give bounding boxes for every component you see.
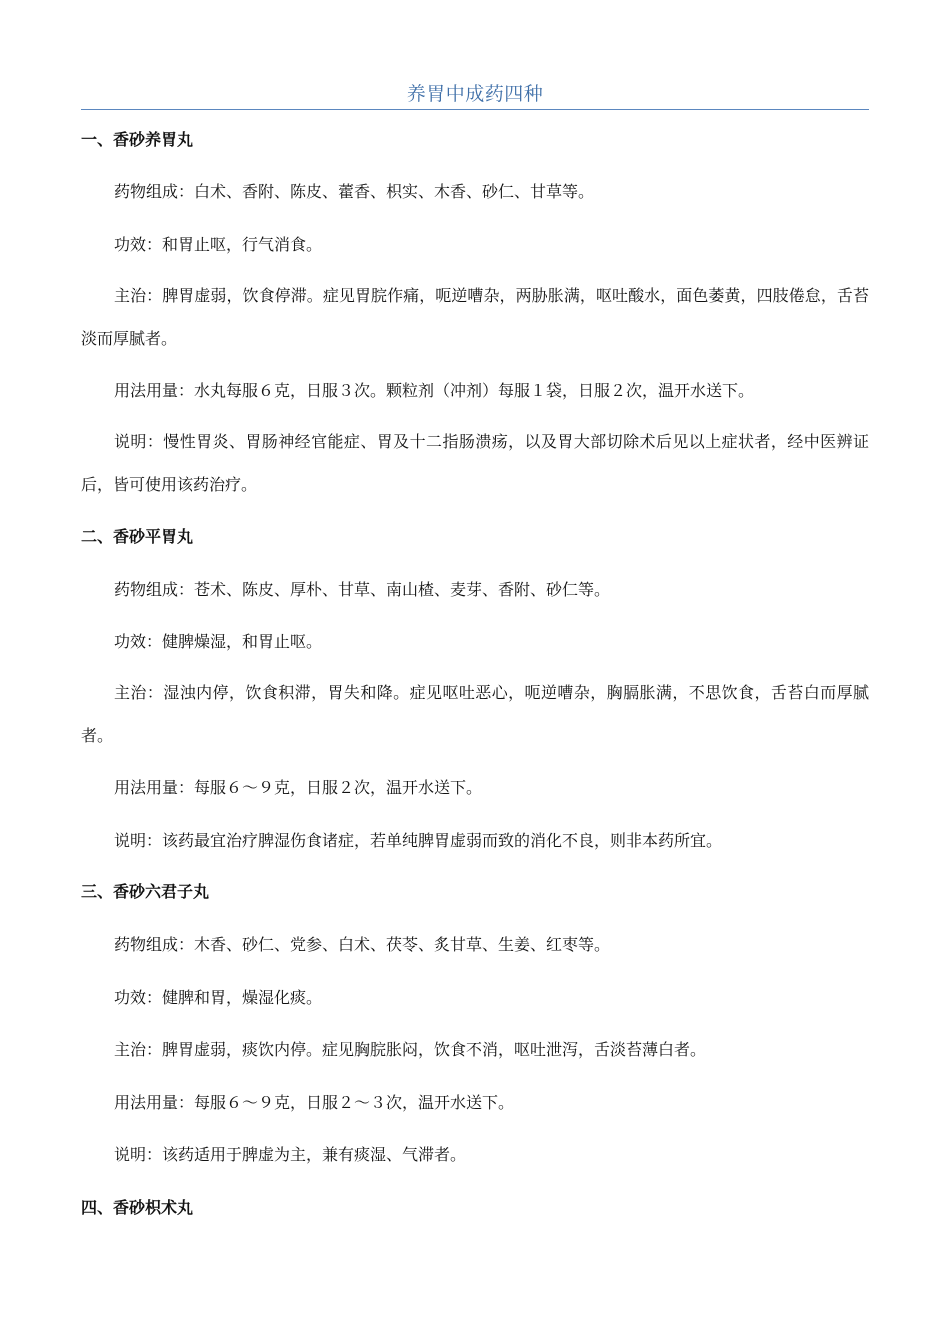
composition-text: 药物组成：白术、香附、陈皮、藿香、枳实、木香、砂仁、甘草等。	[114, 182, 595, 201]
title-divider	[81, 109, 869, 110]
indication-text: 主治：脾胃虚弱，饮食停滞。症见胃脘作痛，呃逆嘈杂，两胁胀满，呕吐酸水，面色萎黄，四肢倦怠，舌苔淡而厚腻者。	[81, 286, 869, 348]
section-heading: 三、香砂六君子丸	[81, 882, 210, 901]
effect-text: 功效：健脾燥湿，和胃止呕。	[114, 632, 323, 651]
composition-text: 药物组成：苍术、陈皮、厚朴、甘草、南山楂、麦芽、香附、砂仁等。	[114, 580, 611, 599]
effect-text: 功效：和胃止呕，行气消食。	[114, 235, 323, 254]
section-heading: 二、香砂平胃丸	[81, 527, 194, 546]
section-heading: 四、香砂枳术丸	[81, 1198, 194, 1217]
section-heading: 一、香砂养胃丸	[81, 130, 194, 149]
dosage-text: 用法用量：每服６～９克，日服２～３次，温开水送下。	[114, 1093, 515, 1112]
note-text: 说明：该药最宜治疗脾湿伤食诸症，若单纯脾胃虚弱而致的消化不良，则非本药所宜。	[114, 831, 723, 850]
indication-text: 主治：脾胃虚弱，痰饮内停。症见胸脘胀闷，饮食不消，呕吐泄泻，舌淡苔薄白者。	[114, 1040, 707, 1059]
note-text: 说明：该药适用于脾虚为主，兼有痰湿、气滞者。	[114, 1145, 467, 1164]
effect-text: 功效：健脾和胃，燥湿化痰。	[114, 988, 323, 1007]
dosage-text: 用法用量：水丸每服６克，日服３次。颗粒剂（冲剂）每服１袋，日服２次，温开水送下。	[114, 381, 755, 400]
note-text: 说明：慢性胃炎、胃肠神经官能症、胃及十二指肠溃疡，以及胃大部切除术后见以上症状者，经中医辨证后，皆可使用该药治疗。	[81, 432, 869, 494]
document-title: 养胃中成药四种	[406, 83, 544, 105]
indication-text: 主治：湿浊内停，饮食积滞，胃失和降。症见呕吐恶心，呃逆嘈杂，胸膈胀满，不思饮食，舌苔白而厚腻者。	[81, 683, 869, 745]
dosage-text: 用法用量：每服６～９克，日服２次，温开水送下。	[114, 778, 483, 797]
composition-text: 药物组成：木香、砂仁、党参、白术、茯苓、炙甘草、生姜、红枣等。	[114, 935, 611, 954]
